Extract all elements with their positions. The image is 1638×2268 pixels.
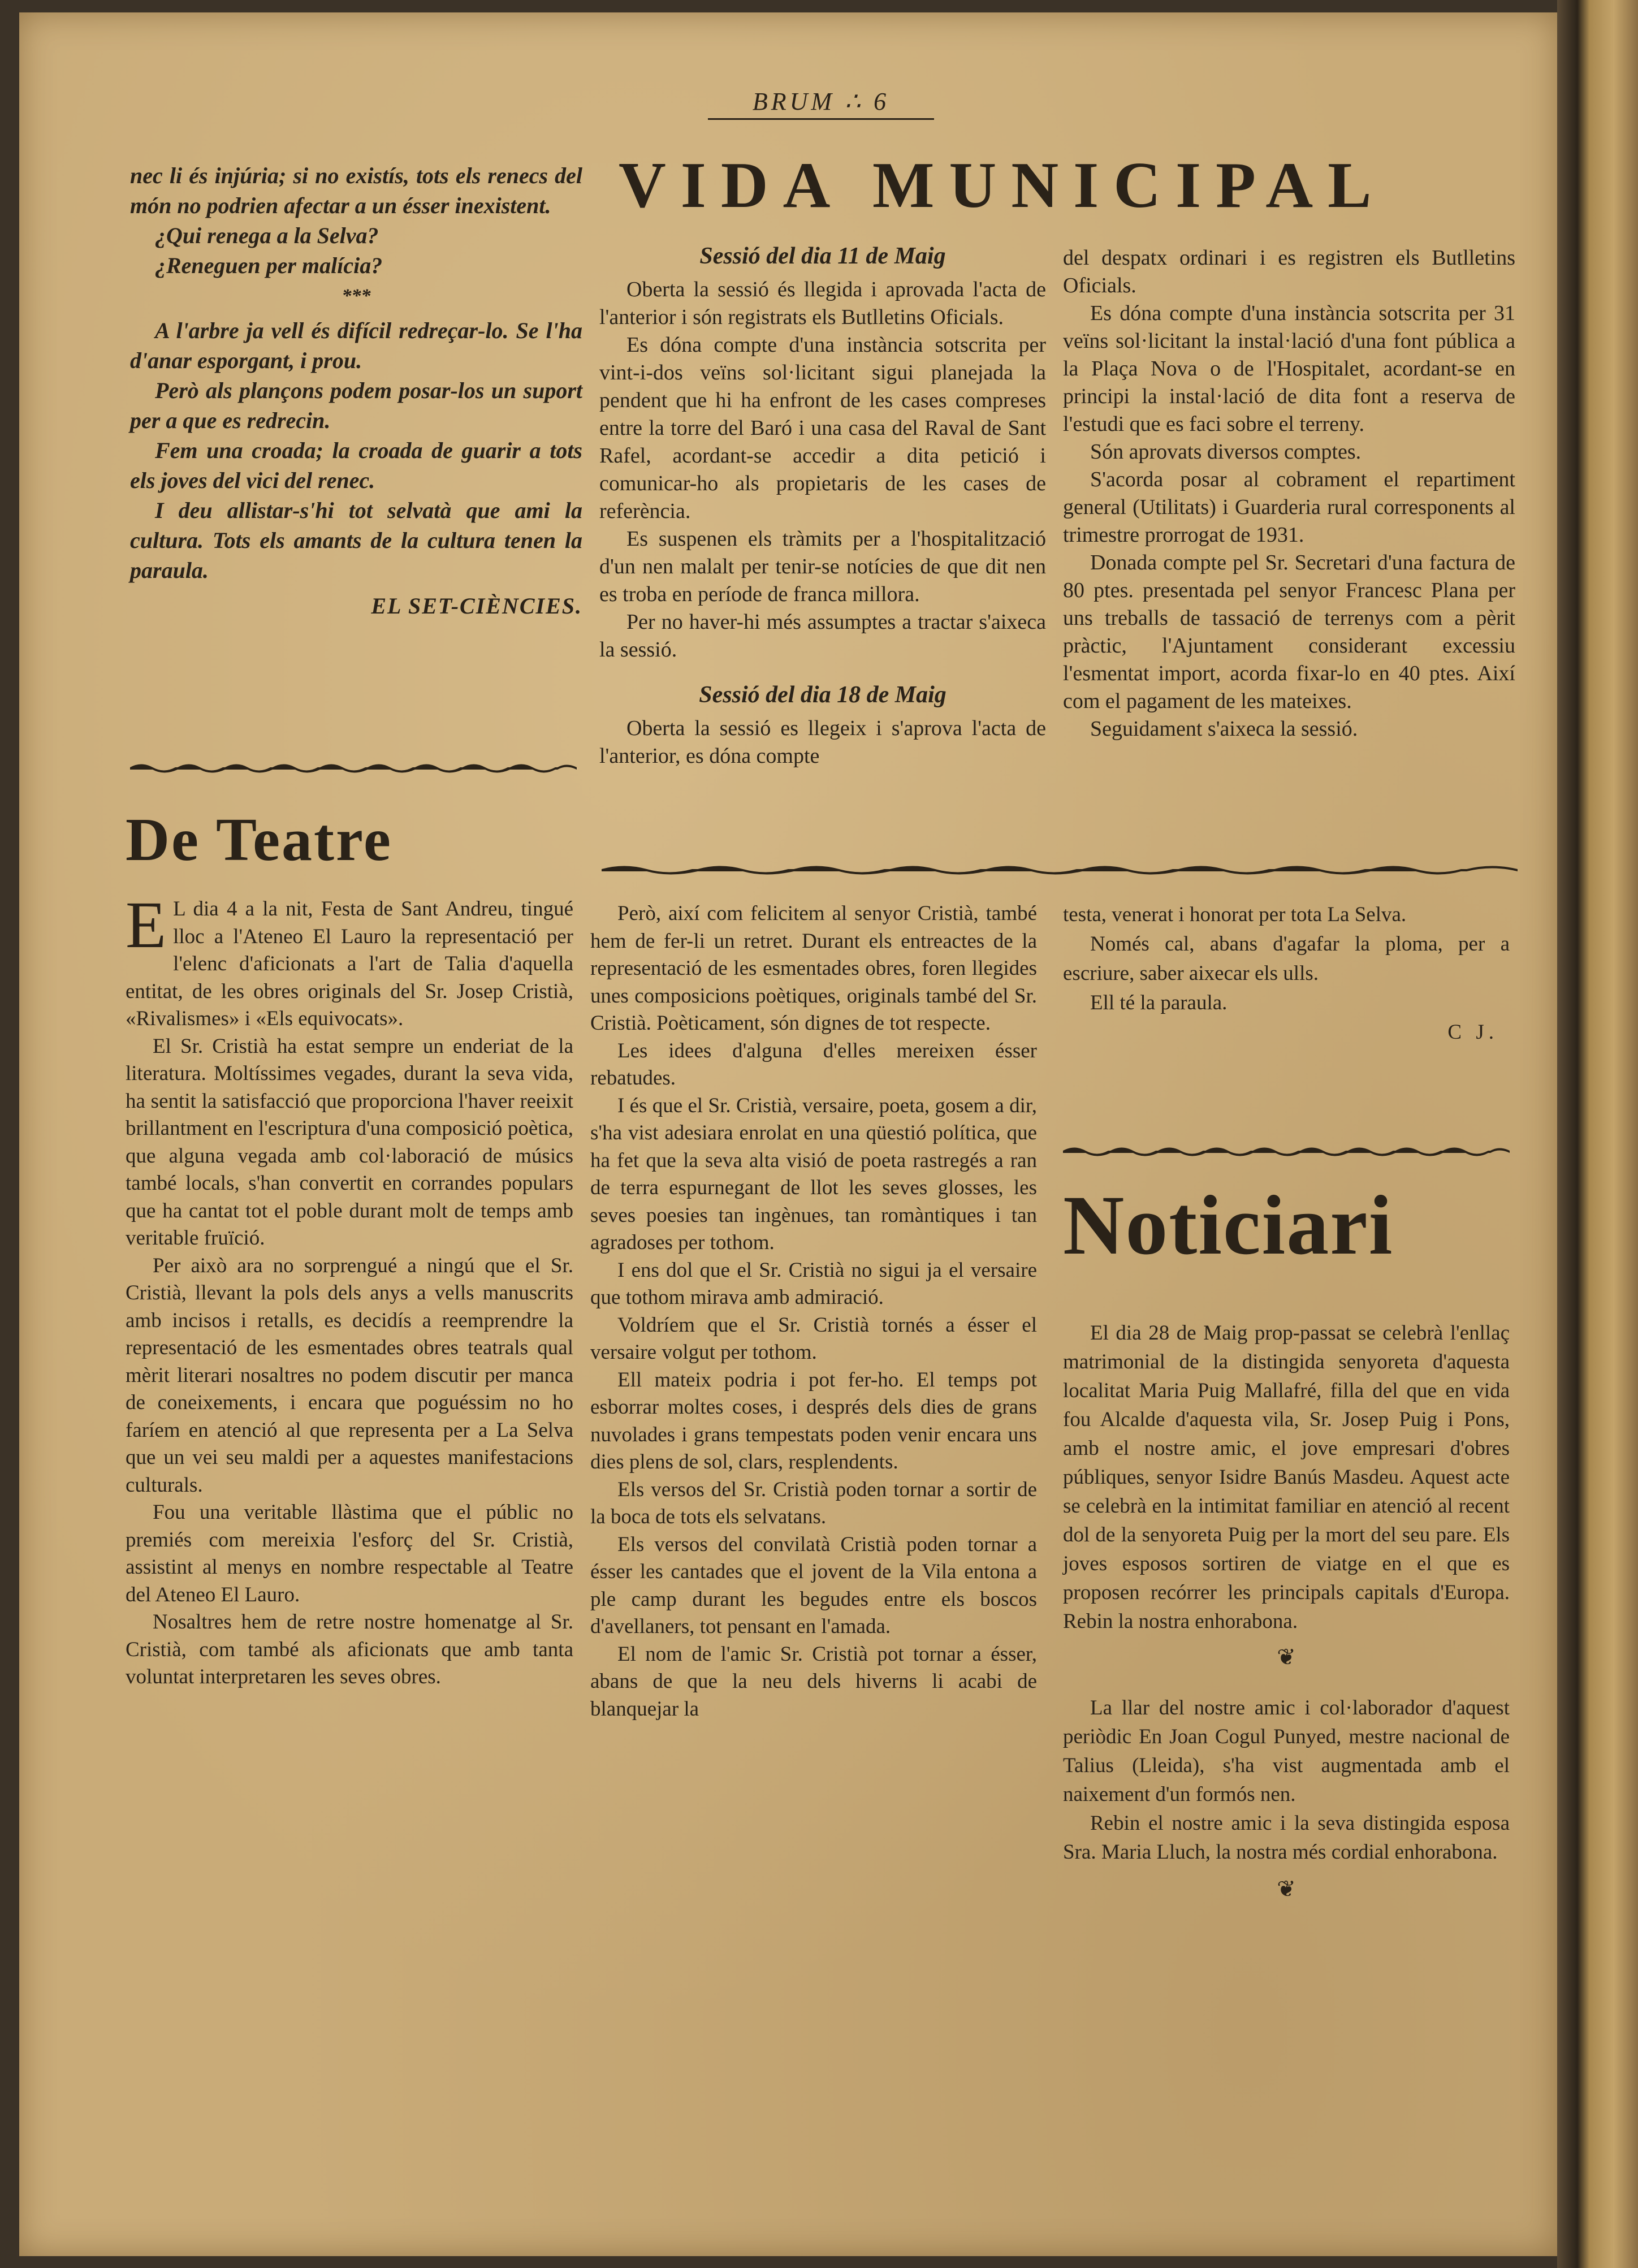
municipal-paragraph: del despatx ordinari i es registren els Butlletins Oficials. bbox=[1063, 246, 1515, 297]
ornamental-rule bbox=[602, 861, 1518, 878]
drop-cap: E bbox=[126, 888, 167, 962]
de-teatre-column-1 bbox=[126, 888, 573, 1691]
essay-paragraph: nec li és injúria; si no existís, tots els renecs del món no podrien afectar a un ésser inexistent. bbox=[130, 163, 582, 218]
teatre-first-paragraph bbox=[126, 888, 573, 1033]
session-heading-18-maig: Sessió del dia 18 de Maig bbox=[699, 682, 947, 708]
de-teatre-column-2 bbox=[590, 900, 1037, 1723]
essay-paragraph: Fem una croada; la croada de guarir a tots els joves del vici del renec. bbox=[130, 438, 582, 493]
teatre-first-paragraph-text: L dia 4 a la nit, Festa de Sant Andreu, tingué lloc a l'Ateneo El Lauro la representació per l'elenc d'aficionats a l'art de Talia d'aquella entitat, de les obres originals del Sr. Josep Cristià, «Rivalismes» i «Els equivocats». bbox=[126, 897, 573, 1030]
municipal-paragraph: Es dóna compte d'una instància sotscrita per 31 veïns sol·licitant la instal·lació d'una font pública a la Plaça Nova o de l'Hospitalet, acordant-se en principi la instal·lació de dita font a reserva de l'estudi que es faci sobre el terreny. bbox=[1063, 301, 1515, 436]
municipal-paragraph: S'acorda posar al cobrament el repartiment general (Utilitats) i Guarderia rural corresponents al trimestre prorrogat de 1931. bbox=[1063, 468, 1515, 547]
teatre-paragraph: Per això ara no sorprengué a ningú que el Sr. Cristià, llevant la pols dels anys a vells manuscrits amb incisos i retalls, es decidís a reemprendre la representació de les esmentades obres teatrals qual mèrit literari nosaltres no podem discutir per manca de coneixements, i encara que poguéssim no ho faríem en atenció al que representa per a La Selva que un vei seu maldi per a aquestes manifestacions culturals. bbox=[126, 1254, 573, 1497]
section-separator: *** bbox=[342, 286, 371, 306]
essay-paragraph: ¿Reneguen per malícia? bbox=[155, 253, 383, 278]
section-title-noticiari: Noticiari bbox=[1063, 1178, 1394, 1272]
noticiari-paragraph: Rebin el nostre amic i la seva distingida esposa Sra. Maria Lluch, la nostra més cordial enhorabona. bbox=[1063, 1812, 1510, 1864]
teatre-paragraph: I és que el Sr. Cristià, versaire, poeta, gosem a dir, s'ha vist adesiara enrolat en una qüestió política, que ha fet que la seva alta visió de poeta rastregés a ran de terra espurnegant de llot les seves glosses, les seves poesies tan ingènues, tan romàntiques i tan agradoses per tothom. bbox=[590, 1094, 1037, 1254]
teatre-paragraph: El Sr. Cristià ha estat sempre un enderiat de la literatura. Moltíssimes vegades, durant la seva vida, ha sentit la satisfacció que proporciona l'haver reeixit brillantment en l'escriptura d'una composició poètica, que alguna vegada amb col·laboració de músics també locals, s'han convertit en corrandes populars que ha cantat tot el poble durant molt de temps amb veritable fruïció. bbox=[126, 1034, 573, 1250]
teatre-paragraph: Voldríem que el Sr. Cristià tornés a ésser el versaire volgut per tothom. bbox=[590, 1313, 1037, 1364]
teatre-paragraph: Els versos del Sr. Cristià poden tornar a sortir de la boca de tots els selvatans. bbox=[590, 1478, 1037, 1528]
teatre-paragraph: Ell mateix podria i pot fer-ho. El temps pot esborrar moltes coses, i després dels dies de grans nuvolades i grans tempestats poden venir encara uns dies plens de sol, clars, resplendents. bbox=[590, 1368, 1037, 1474]
municipal-paragraph: Seguidament s'aixeca la sessió. bbox=[1090, 717, 1358, 741]
section-title-vida-municipal: VIDA MUNICIPAL bbox=[619, 149, 1386, 222]
teatre-paragraph: I ens dol que el Sr. Cristià no sigui ja el versaire que tothom mirava amb admiració. bbox=[590, 1258, 1037, 1309]
municipal-paragraph: Es dóna compte d'una instància sotscrita per vint-i-dos veïns sol·licitant sigui planejada la pendent que hi ha enfront de les cases compreses entre la torre del Baró i una casa del Raval de Sant Rafel, acordant-se accedir a dita petició i comunicar-ho als propietaris de les cases de referència. bbox=[599, 333, 1046, 523]
teatre-paragraph: Els versos del convilatà Cristià poden tornar a ésser les cantades que el jovent de la Vila entona a ple camp durant les begudes entre els boscos d'avellaners, tot pensant en l'amada. bbox=[590, 1532, 1037, 1638]
municipal-paragraph: Es suspenen els tràmits per a l'hospitalització d'un nen malalt per tenir-se notícies de que dit nen es troba en període de franca millora. bbox=[599, 527, 1046, 606]
municipal-paragraph: Oberta la sessió es llegeix i s'aprova l'acta de l'anterior, es dóna compte bbox=[599, 716, 1046, 768]
fleuron-ornament: ❦ bbox=[1277, 1644, 1296, 1670]
teatre-paragraph: Les idees d'alguna d'elles mereixen ésser rebatudes. bbox=[590, 1039, 1037, 1090]
teatre-paragraph: testa, venerat i honorat per tota La Selva. bbox=[1063, 903, 1407, 926]
teatre-paragraph: Però, així com felicitem al senyor Cristià, també hem de fer-li un retret. Durant els entreactes de la representació de les esmentades obres, foren llegides unes composicions poètiques, originals també del Sr. Cristià. Poèticament, són dignes de tot respecte. bbox=[590, 902, 1037, 1035]
newspaper-page bbox=[19, 12, 1557, 2256]
essay-paragraph: I deu allistar-s'hi tot selvatà que ami la cultura. Tots els amants de la cultura tenen la paraula. bbox=[130, 498, 582, 583]
header-rule bbox=[708, 118, 934, 120]
teatre-paragraph: Fou una veritable llàstima que el públic no premiés com mereixia l'esforç del Sr. Cristià, assistint al menys en nombre respectable al Teatre del Ateneo El Lauro. bbox=[126, 1501, 573, 1606]
vida-municipal-column-3 bbox=[1063, 244, 1515, 743]
de-teatre-column-3 bbox=[1063, 900, 1510, 1047]
noticiari-column bbox=[1063, 1319, 1510, 1900]
municipal-paragraph: Donada compte pel Sr. Secretari d'una factura de 80 ptes. presentada pel senyor Francesc Plana per uns treballs de tassació de terrenys com a pèrit pràctic, l'Ajuntament considerant excessiu l'esmentat import, acorda fixar-lo en 40 ptes. Així com el pagament de les mateixes. bbox=[1063, 551, 1515, 713]
noticiari-paragraph: La llar del nostre amic i col·laborador d'aquest periòdic En Joan Cogul Punyed, mestre nacional de Talius (Lleida), s'ha vist augmentada amb el naixement d'un formós nen. bbox=[1063, 1696, 1510, 1806]
noticiari-paragraph: El dia 28 de Maig prop-passat se celebrà l'enllaç matrimonial de la distingida senyoreta d'aquesta localitat Maria Puig Mallafré, filla del que en vida fou Alcalde d'aquesta vila, Sr. Josep Puig i Pons, amb el nostre amic, el jove empresari d'obres públiques, senyor Isidre Banús Masdeu. Aquest acte se celebrà en la intimitat familiar en atenció al recent dol de la senyoreta Puig per la mort del seu pare. Els joves esposos sortiren de viatge en el que es proposen recórrer les principals capitals d'Europa. Rebin la nostra enhorabona. bbox=[1063, 1321, 1510, 1633]
teatre-paragraph: Ell té la paraula. bbox=[1090, 991, 1228, 1014]
municipal-paragraph: Oberta la sessió és llegida i aprovada l'acta de l'anterior i són registrats els Butlletins Oficials. bbox=[599, 278, 1046, 329]
essay-signature: EL SET-CIÈNCIES. bbox=[371, 593, 582, 619]
session-heading-11-maig: Sessió del dia 11 de Maig bbox=[699, 243, 946, 269]
teatre-paragraph: Només cal, abans d'agafar la ploma, per a escriure, saber aixecar els ulls. bbox=[1063, 932, 1510, 985]
section-title-de-teatre: De Teatre bbox=[126, 806, 392, 874]
ornamental-rule bbox=[130, 759, 577, 776]
municipal-paragraph: Són aprovats diversos comptes. bbox=[1090, 440, 1362, 464]
running-title: BRUM ∴ 6 bbox=[752, 88, 890, 115]
municipal-paragraph: Per no haver-hi més assumptes a tractar s'aixeca la sessió. bbox=[599, 610, 1046, 662]
teatre-paragraph: El nom de l'amic Sr. Cristià pot tornar a ésser, abans de que la neu dels hiverns li acabi de blanquejar la bbox=[590, 1642, 1037, 1721]
binding-spine bbox=[1557, 0, 1638, 2268]
ornamental-rule bbox=[1063, 1142, 1510, 1159]
teatre-paragraph: Nosaltres hem de retre nostre homenatge al Sr. Cristià, com també als aficionats que amb tanta voluntat interpretaren les seves obres. bbox=[126, 1610, 573, 1688]
essay-paragraph: Però als plançons podem posar-los un suport per a que es redrecin. bbox=[130, 378, 582, 433]
essay-continuation bbox=[130, 161, 582, 621]
running-header bbox=[708, 87, 934, 123]
essay-paragraph: A l'arbre ja vell és difícil redreçar-lo. Se l'ha d'anar esporgant, i prou. bbox=[130, 318, 582, 373]
vida-municipal-column-2 bbox=[599, 244, 1046, 770]
essay-paragraph: ¿Qui renega a la Selva? bbox=[155, 223, 379, 248]
teatre-signature: C J. bbox=[1447, 1021, 1498, 1044]
fleuron-ornament: ❦ bbox=[1277, 1876, 1296, 1902]
